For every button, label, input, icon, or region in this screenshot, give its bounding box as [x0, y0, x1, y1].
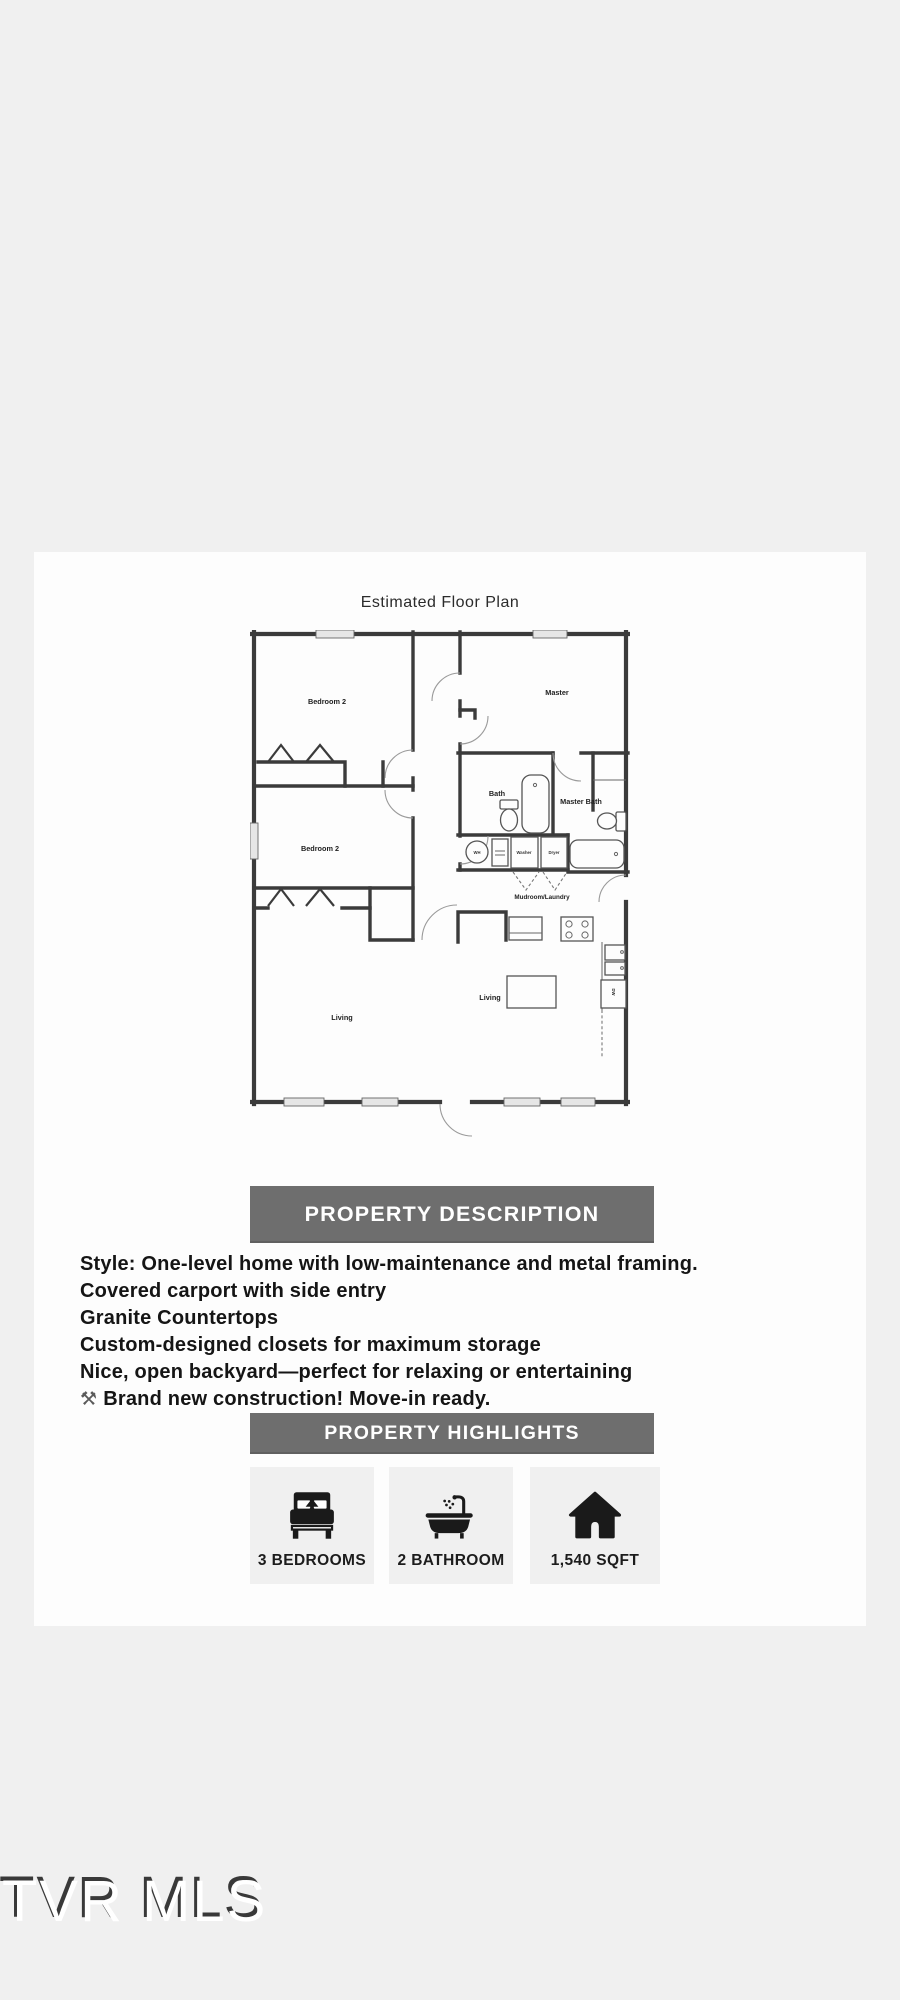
- description-line: Style: One-level home with low-maintenance and metal framing.: [80, 1253, 698, 1275]
- description-line: Nice, open backyard—perfect for relaxing or entertaining: [80, 1361, 633, 1383]
- floor-plan-title: Estimated Floor Plan: [360, 594, 520, 611]
- highlight-bathrooms: [389, 1467, 513, 1584]
- dryer-fixture: [541, 837, 567, 868]
- closet-bifold-doors: [268, 745, 334, 906]
- mudroom-label: Mudroom/Laundry: [514, 894, 570, 901]
- svg-text:Dryer: Dryer: [548, 850, 560, 855]
- living-left-label: Living: [331, 1013, 353, 1022]
- floor-plan-drawing: [250, 630, 630, 1150]
- property-description-text: [80, 1251, 840, 1413]
- bathtub-fixture: [522, 775, 549, 833]
- master-toilet-fixture: [598, 812, 627, 831]
- svg-text:DW: DW: [611, 988, 616, 996]
- bedroom-top-label: Bedroom 2: [307, 697, 347, 706]
- sqft-label: 1,540 SQFT: [550, 1552, 640, 1569]
- highlight-bedrooms: [250, 1467, 374, 1584]
- master-label: Master: [545, 688, 569, 697]
- description-line: Granite Countertops: [80, 1307, 279, 1329]
- house-icon: [566, 1467, 624, 1552]
- property-description-banner: [250, 1186, 654, 1243]
- bed-icon: [281, 1467, 343, 1552]
- description-line: Custom-designed closets for maximum storage: [80, 1334, 541, 1356]
- property-highlights-heading: PROPERTY HIGHLIGHTS: [324, 1422, 580, 1444]
- tools-icon: ⚒: [80, 1388, 98, 1410]
- property-description-heading: PROPERTY DESCRIPTION: [304, 1202, 600, 1226]
- description-line: [80, 1386, 840, 1413]
- bathrooms-label: 2 BATHROOM: [397, 1552, 505, 1569]
- description-line: Covered carport with side entry: [80, 1280, 387, 1302]
- water-heater-fixture: [466, 841, 488, 863]
- bath-label: Bath: [488, 789, 506, 798]
- door-arcs: [385, 673, 626, 1136]
- washer-fixture: [511, 837, 538, 868]
- hvac-unit-fixture: [492, 839, 508, 866]
- kitchen-fixtures: [507, 917, 626, 1058]
- living-right-label: Living: [479, 993, 501, 1002]
- bathtub-icon: [422, 1467, 480, 1552]
- interior-walls: [254, 632, 628, 942]
- svg-text:Washer: Washer: [516, 850, 532, 855]
- description-last-text: Brand new construction! Move-in ready.: [103, 1388, 491, 1410]
- bedrooms-label: 3 BEDROOMS: [257, 1552, 367, 1569]
- master-bathtub-fixture: [570, 840, 624, 868]
- master-bath-label: Master Bath: [560, 797, 602, 806]
- svg-text:WH: WH: [473, 850, 481, 855]
- bedroom-mid-label: Bedroom 2: [300, 844, 340, 853]
- property-highlights-banner: [250, 1413, 654, 1454]
- mls-watermark: TVR MLS: [2, 1869, 268, 1934]
- highlight-sqft: [530, 1467, 660, 1584]
- toilet-fixture: [500, 800, 518, 831]
